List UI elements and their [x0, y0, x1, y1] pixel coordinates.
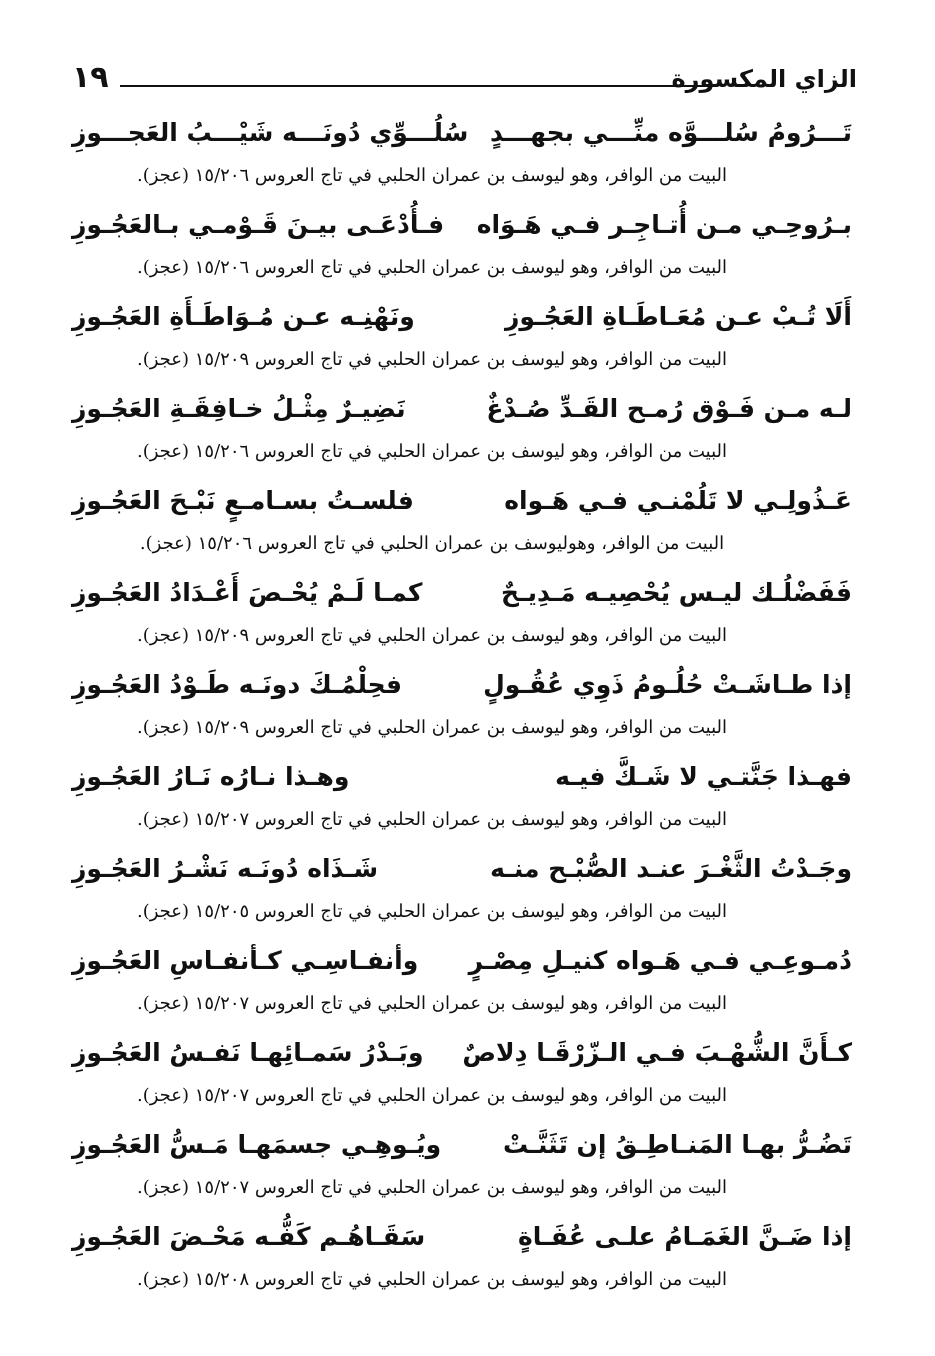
verse-entry [72, 660, 852, 752]
verse-note: البيت من الوافر، وهوليوسف بن عمران الحلبي في تاج العروس ١٥/٢٠٦ (عجز). [139, 533, 725, 554]
first-hemistich: كـأَنَّ الشُّهْـبَ فـي الـزّرْقَـا دِلاصٌ [462, 1038, 852, 1067]
verse-list [72, 108, 852, 1304]
verse-note: البيت من الوافر، وهو ليوسف بن عمران الحلبي في تاج العروس ١٥/٢٠٥ (عجز). [136, 901, 728, 922]
verse-line [72, 1120, 852, 1170]
first-hemistich: فَفَضْلُـك ليـس يُحْصِيـه مَـدِيـحٌ [501, 578, 852, 607]
verse-entry [72, 1028, 852, 1120]
first-hemistich: تَـــرُومُ سُلـــوَّه منِّـــي بجهـــدٍ [490, 118, 852, 147]
verse-entry [72, 844, 852, 936]
verse-note: البيت من الوافر، وهو ليوسف بن عمران الحلبي في تاج العروس ١٥/٢٠٩ (عجز). [136, 717, 728, 738]
verse-line [72, 752, 852, 802]
verse-note: البيت من الوافر، وهو ليوسف بن عمران الحلبي في تاج العروس ١٥/٢٠٦ (عجز). [136, 257, 728, 278]
verse-entry [72, 568, 852, 660]
verse-line [72, 660, 852, 710]
running-title: الزاي المكسورة [671, 65, 857, 93]
page-header [72, 58, 857, 102]
verse-note: البيت من الوافر، وهو ليوسف بن عمران الحلبي في تاج العروس ١٥/٢٠٧ (عجز). [136, 1085, 728, 1106]
second-hemistich: ويُـوهِـي جسمَهـا مَـسُّ العَجُـوزِ [72, 1130, 442, 1159]
verse-note: البيت من الوافر، وهو ليوسف بن عمران الحلبي في تاج العروس ١٥/٢٠٩ (عجز). [136, 349, 728, 370]
second-hemistich: فـأُدْعَـى بيـنَ قَـوْمـي بـالعَجُـوزِ [72, 210, 445, 239]
verse-note: البيت من الوافر، وهو ليوسف بن عمران الحلبي في تاج العروس ١٥/٢٠٦ (عجز). [136, 165, 728, 186]
verse-entry [72, 384, 852, 476]
verse-line [72, 844, 852, 894]
first-hemistich: إذا طـاشَـتْ حُلُـومُ ذَوِي عُقُـولٍ [483, 670, 852, 699]
verse-line [72, 568, 852, 618]
first-hemistich: إذا ضَـنَّ الغَمَـامُ علـى عُفَـاةٍ [518, 1222, 852, 1251]
header-rule [120, 85, 710, 87]
verse-entry [72, 108, 852, 200]
first-hemistich: أَلَا تُـبْ عـن مُعَـاطَـاةِ العَجُـوزِ [505, 302, 852, 331]
first-hemistich: دُمـوعِـي فـي هَـواه كنيـلِ مِصْـرٍ [468, 946, 852, 975]
second-hemistich: فلسـتُ بسـامـعٍ نَبْـحَ العَجُـوزِ [72, 486, 414, 515]
second-hemistich: فحِلْمُـكَ دونَـه طَـوْدُ العَجُـوزِ [72, 670, 403, 699]
first-hemistich: بـرُوحِـي مـن أُتـاجِـر فـي هَـوَاه [476, 210, 852, 239]
verse-line [72, 476, 852, 526]
verse-line [72, 1212, 852, 1262]
verse-line [72, 936, 852, 986]
verse-entry [72, 200, 852, 292]
first-hemistich: عَـذُولِـي لا تَلُمْنـي فـي هَـواه [504, 486, 852, 515]
first-hemistich: لـه مـن فَـوْق رُمـح القَـدِّ صُـدْغٌ [486, 394, 852, 423]
verse-line [72, 200, 852, 250]
second-hemistich: وأنفـاسِـي كـأنفـاسِ العَجُـوزِ [72, 946, 419, 975]
verse-note: البيت من الوافر، وهو ليوسف بن عمران الحلبي في تاج العروس ١٥/٢٠٨ (عجز). [136, 1269, 728, 1290]
first-hemistich: وجَـدْتُ الثَّغْـرَ عنـد الصُّبْـح منـه [490, 854, 852, 883]
verse-note: البيت من الوافر، وهو ليوسف بن عمران الحلبي في تاج العروس ١٥/٢٠٧ (عجز). [136, 1177, 728, 1198]
verse-note: البيت من الوافر، وهو ليوسف بن عمران الحلبي في تاج العروس ١٥/٢٠٦ (عجز). [136, 441, 728, 462]
second-hemistich: سُلُـــوِّي دُونَـــه شَيْـــبُ العَجـــوزِ [72, 118, 469, 147]
verse-line [72, 384, 852, 434]
second-hemistich: كمـا لَـمْ يُحْـصَ أَعْـدَادُ العَجُـوزِ [72, 578, 423, 607]
second-hemistich: سَقَـاهُـم كَفُّـه مَحْـضَ العَجُـوزِ [72, 1222, 426, 1251]
verse-line [72, 108, 852, 158]
second-hemistich: نَضِيـرٌ مِثْـلُ خـافِقَـةِ العَجُـوزِ [72, 394, 406, 423]
verse-note: البيت من الوافر، وهو ليوسف بن عمران الحلبي في تاج العروس ١٥/٢٠٩ (عجز). [136, 625, 728, 646]
verse-note: البيت من الوافر، وهو ليوسف بن عمران الحلبي في تاج العروس ١٥/٢٠٧ (عجز). [136, 993, 728, 1014]
page-number: ١٩ [72, 60, 109, 95]
second-hemistich: وبَـدْرُ سَمـائِهـا نَفـسُ العَجُـوزِ [72, 1038, 424, 1067]
verse-entry [72, 752, 852, 844]
first-hemistich: تَضُـرُّ بهـا المَنـاطِـقُ إن تَثَنَّـتْ [503, 1130, 852, 1159]
verse-line [72, 292, 852, 342]
verse-note: البيت من الوافر، وهو ليوسف بن عمران الحلبي في تاج العروس ١٥/٢٠٧ (عجز). [136, 809, 728, 830]
second-hemistich: ونَهْنِـه عـن مُـوَاطَـأَةِ العَجُـوزِ [72, 302, 415, 331]
verse-entry [72, 292, 852, 384]
first-hemistich: فهـذا جَنَّتـي لا شَـكَّ فيـه [555, 762, 852, 791]
verse-entry [72, 1120, 852, 1212]
verse-entry [72, 1212, 852, 1304]
second-hemistich: شَـذَاه دُونَـه نَشْـرُ العَجُـوزِ [72, 854, 379, 883]
verse-entry [72, 476, 852, 568]
verse-line [72, 1028, 852, 1078]
second-hemistich: وهـذا نـارُه نَـارُ العَجُـوزِ [72, 762, 350, 791]
verse-entry [72, 936, 852, 1028]
